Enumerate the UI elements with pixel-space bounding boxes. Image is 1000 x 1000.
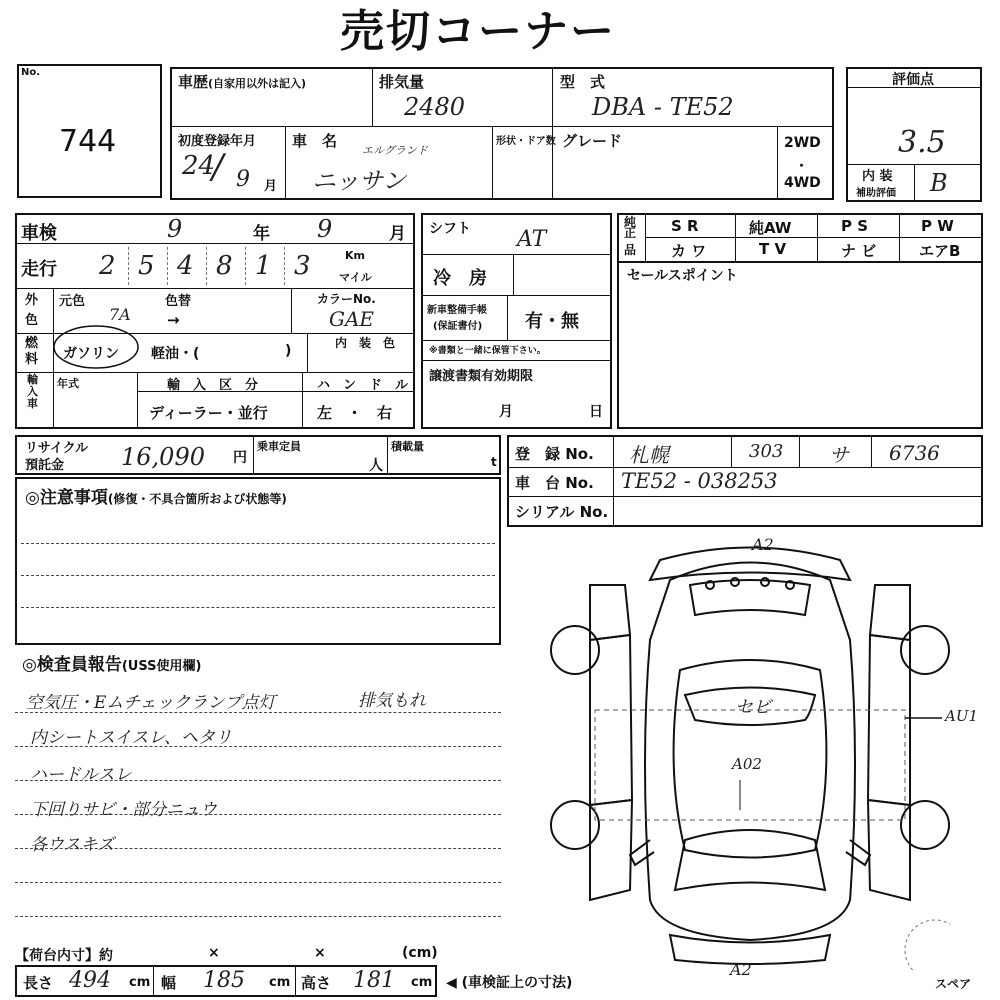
page-title: 売切コーナー — [340, 6, 616, 57]
load-unit: t — [491, 455, 497, 469]
mileage-unit-mile: マイル — [339, 271, 372, 284]
chassis-value: TE52 - 038253 — [621, 469, 778, 493]
serial-label: シリアル No. — [515, 503, 609, 521]
history-label: 車歴(自家用以外は記入) — [178, 73, 307, 91]
mileage-label: 走行 — [21, 259, 57, 280]
fuel-label: 燃料 — [25, 336, 39, 367]
recycle-value: 16,090 — [121, 443, 205, 471]
color-change-label: 色替 — [165, 294, 192, 309]
import-class-options: ディーラー・並行 — [149, 404, 268, 422]
first-reg-label: 初度登録年月 — [178, 134, 257, 149]
car-name-label: 車 名 — [292, 132, 338, 150]
capacity-unit: 人 — [369, 458, 383, 474]
color-arrow: → — [167, 311, 180, 329]
color-code-value: GAE — [329, 307, 375, 331]
interior-value: B — [930, 169, 948, 197]
equipment-table — [617, 213, 983, 263]
width-label: 幅 — [161, 974, 177, 992]
aircon-label: 冷 房 — [433, 268, 487, 289]
shift-label: シフト — [429, 221, 471, 237]
inspection-label: 車検 — [21, 223, 57, 244]
interior-sub-label: 補助評価 — [856, 188, 896, 199]
maintenance-note: ※書類と一緒に保管下さい。 — [429, 346, 546, 356]
width-unit: cm — [269, 975, 291, 990]
cargo-x2: × — [314, 945, 326, 961]
registration-city: 札幌 — [629, 443, 669, 467]
inspector-title: ◎検査員報告(USS使用欄) — [22, 655, 202, 675]
registration-box — [507, 435, 983, 527]
displacement-label: 排気量 — [379, 73, 425, 91]
mileage-digit: 5 — [138, 251, 155, 281]
spare-label: スペア — [935, 977, 972, 991]
diagram-body-mark: A02 — [732, 755, 762, 773]
recycle-label-2: 預託金 — [25, 458, 65, 473]
inspection-year-value: 9 — [167, 215, 183, 243]
rating-box — [846, 67, 982, 202]
first-reg-slash: / — [212, 147, 224, 187]
fuel-gasoline: ガソリン — [63, 346, 119, 362]
equipment-col-label-1: 純正 — [624, 215, 637, 240]
diagram-front-mark: A2 — [752, 535, 774, 554]
inspector-line-5: 各ウスキズ — [30, 835, 115, 855]
lot-number-label: No. — [21, 67, 41, 78]
chassis-label: 車 台 No. — [515, 474, 594, 492]
diagram-roof-mark: セビ — [735, 697, 771, 718]
equipment-col-label-2: 品 — [624, 243, 637, 257]
diagram-rear-mark: A2 — [730, 960, 752, 979]
inspector-line-1b: 排気もれ — [358, 691, 426, 711]
inspection-month-unit: 月 — [389, 224, 406, 244]
vehicle-header-box — [170, 67, 834, 200]
car-name-value: ニッサン — [312, 167, 406, 195]
diagram-side-mark: AU1 — [945, 707, 979, 725]
grade-label: グレード — [562, 132, 623, 150]
import-class-label: 輸 入 区 分 — [167, 378, 259, 393]
first-reg-year: 24 — [182, 151, 216, 181]
width-value: 185 — [203, 968, 245, 993]
rating-value: 3.5 — [898, 125, 946, 160]
transfer-label: 譲渡書類有効期限 — [429, 369, 534, 384]
equip-airbag: エアB — [919, 242, 961, 260]
equip-leather: カ ワ — [671, 242, 707, 260]
color-outer-label: 外色 — [25, 293, 39, 328]
inspection-year-unit: 年 — [253, 224, 270, 244]
handle-label: ハ ン ド ル — [317, 378, 409, 393]
recycle-unit: 円 — [233, 450, 247, 466]
registration-label: 登 録 No. — [515, 445, 594, 463]
height-unit: cm — [411, 975, 433, 990]
inspection-month-value: 9 — [317, 215, 333, 243]
fuel-diesel-close: ) — [285, 343, 292, 359]
first-reg-month-unit: 月 — [264, 179, 278, 194]
rating-label: 評価点 — [892, 72, 934, 88]
maintenance-label-2: (保証書付) — [433, 321, 483, 332]
maintenance-value: 有・無 — [525, 311, 579, 332]
lot-number-value: 744 — [59, 124, 117, 159]
import-label: 輸入車 — [27, 373, 38, 410]
size-box — [15, 965, 437, 997]
mileage-digit: 4 — [177, 251, 194, 281]
inspector-line-4: 下回りサビ・部分ニュウ — [30, 800, 217, 820]
interior-color-label: 内 装 色 — [335, 336, 396, 350]
equip-ps: P S — [841, 217, 869, 235]
first-reg-month: 9 — [236, 167, 250, 192]
registration-kana: サ — [829, 443, 849, 467]
mileage-digit: 8 — [216, 251, 233, 281]
model-label: 型 式 — [560, 73, 606, 91]
sales-point-box — [617, 261, 983, 429]
equip-pw: P W — [921, 217, 954, 235]
height-value: 181 — [353, 968, 395, 993]
equip-navi: ナ ビ — [841, 242, 877, 260]
inspector-line-2: 内シートスイスレ、ヘタリ — [30, 728, 232, 748]
cargo-unit: (cm) — [402, 945, 438, 961]
mileage-digit: 3 — [294, 251, 311, 281]
notes-box — [15, 477, 501, 645]
import-year-label: 年式 — [57, 377, 79, 390]
drive-dot: ・ — [795, 159, 809, 174]
lot-number-box — [17, 64, 162, 198]
sales-point-label: セールスポイント — [627, 268, 738, 284]
length-unit: cm — [129, 975, 151, 990]
equip-tv: T V — [759, 240, 787, 258]
recycle-label-1: リサイクル — [25, 441, 89, 456]
inspector-line-1: 空気圧・Eムチェックランプ点灯 — [26, 693, 276, 713]
drive-2wd: 2WD — [784, 135, 821, 151]
transfer-month-unit: 月 — [499, 404, 513, 420]
fuel-diesel: 軽油・( — [151, 346, 200, 362]
length-value: 494 — [69, 968, 111, 993]
model-value: DBA - TE52 — [592, 93, 734, 121]
registration-class: 303 — [749, 441, 784, 462]
displacement-value: 2480 — [404, 93, 466, 121]
color-orig-label: 元色 — [59, 294, 86, 309]
recycle-box — [15, 435, 501, 475]
color-code-label: カラーNo. — [317, 292, 376, 306]
size-note: ◀ (車検証上の寸法) — [446, 975, 573, 991]
car-name-sub: エルグランド — [362, 144, 428, 157]
height-label: 高さ — [301, 974, 332, 992]
gasoline-circle — [50, 320, 146, 374]
length-label: 長さ — [23, 974, 54, 992]
equip-sr: S R — [671, 217, 699, 235]
registration-number: 6736 — [889, 441, 940, 465]
shape-label: 形状・ドア数 — [496, 136, 556, 147]
mileage-digit: 1 — [255, 251, 272, 281]
shift-box — [421, 213, 612, 429]
color-orig-value: 7A — [109, 305, 131, 324]
capacity-label: 乗車定員 — [257, 440, 301, 453]
handle-options: 左 ・ 右 — [317, 404, 393, 422]
mileage-unit-km: Km — [345, 249, 365, 262]
cargo-title: 【荷台内寸】約 — [15, 948, 113, 964]
cargo-x1: × — [208, 945, 220, 961]
drive-4wd: 4WD — [784, 175, 821, 191]
mileage-digit: 2 — [99, 251, 116, 281]
notes-title: ◎注意事項(修復・不具合箇所および状態等) — [25, 488, 287, 508]
transfer-day-unit: 日 — [589, 404, 603, 420]
inspector-line-3: ハードルスレ — [30, 765, 132, 785]
maintenance-label-1: 新車整備手帳 — [427, 305, 487, 316]
load-label: 積載量 — [391, 440, 424, 453]
interior-label: 内 装 — [862, 169, 893, 184]
shift-value: AT — [517, 227, 547, 252]
equip-alloy-wheel: 純AW — [749, 219, 792, 237]
